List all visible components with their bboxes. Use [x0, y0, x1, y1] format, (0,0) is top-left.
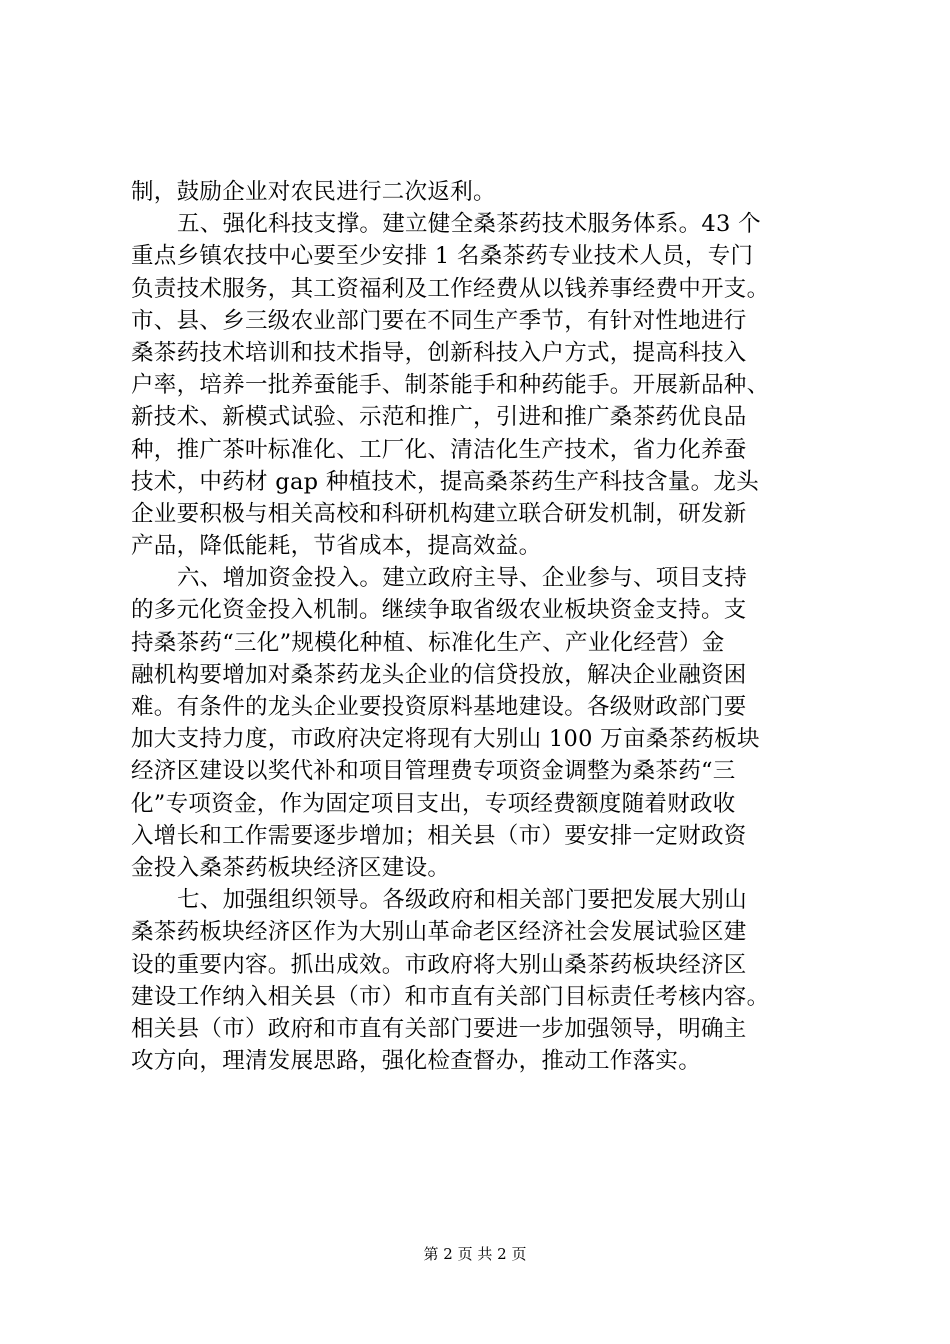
page-footer: 第 2 页 共 2 页 — [423, 1245, 527, 1263]
text-line: 加大支持力度，市政府决定将现有大别山 100 万亩桑茶药板块 — [131, 726, 760, 753]
text-line: 六、增加资金投入。建立政府主导、企业参与、项目支持 — [177, 565, 748, 592]
text-line: 金投入桑茶药板块经济区建设。 — [131, 854, 451, 881]
text-line: 的多元化资金投入机制。继续争取省级农业板块资金支持。支 — [131, 597, 747, 624]
text-line: 户率，培养一批养蚕能手、制茶能手和种药能手。开展新品种、 — [131, 372, 770, 399]
text-line: 技术，中药材 gap 种植技术，提高桑茶药生产科技含量。龙头 — [131, 468, 760, 495]
text-line: 设的重要内容。抓出成效。市政府将大别山桑茶药板块经济区 — [131, 951, 747, 978]
text-line: 建设工作纳入相关县（市）和市直有关部门目标责任考核内容。 — [131, 983, 770, 1010]
text-line: 种，推广茶叶标准化、工厂化、清洁化生产技术，省力化养蚕 — [131, 436, 747, 463]
text-line: 新技术、新模式试验、示范和推广，引进和推广桑茶药优良品 — [131, 404, 747, 431]
text-line: 相关县（市）政府和市直有关部门要进一步加强领导，明确主 — [131, 1015, 747, 1042]
text-line: 企业要积极与相关高校和科研机构建立联合研发机制，研发新 — [131, 500, 747, 527]
text-line: 难。有条件的龙头企业要投资原料基地建设。各级财政部门要 — [131, 694, 747, 720]
text-line: 化”专项资金，作为固定项目支出，专项经费额度随着财政收 — [131, 790, 736, 817]
text-line: 制，鼓励企业对农民进行二次返利。 — [131, 179, 496, 205]
text-line: 持桑茶药“三化”规模化种植、标准化生产、产业化经营）金 — [131, 629, 725, 656]
document-body — [131, 176, 831, 1077]
text-line: 桑茶药板块经济区作为大别山革命老区经济社会发展试验区建 — [131, 919, 747, 946]
text-line: 入增长和工作需要逐步增加；相关县（市）要安排一定财政资 — [131, 822, 747, 849]
text-line: 重点乡镇农技中心要至少安排 1 名桑茶药专业技术人员，专门 — [131, 243, 754, 270]
text-line: 负责技术服务，其工资福利及工作经费从以钱养事经费中开支。 — [131, 275, 770, 302]
text-line: 经济区建设以奖代补和项目管理费专项资金调整为桑茶药“三 — [131, 758, 736, 785]
text-line: 五、强化科技支撑。建立健全桑茶药技术服务体系。43 个 — [177, 211, 761, 238]
text-line: 攻方向，理清发展思路，强化检查督办，推动工作落实。 — [131, 1048, 702, 1075]
text-line: 产品，降低能耗，节省成本，提高效益。 — [131, 533, 542, 560]
text-line: 七、加强组织领导。各级政府和相关部门要把发展大别山 — [177, 887, 748, 914]
text-line: 桑茶药技术培训和技术指导，创新科技入户方式，提高科技入 — [131, 339, 747, 366]
text-line: 融机构要增加对桑茶药龙头企业的信贷投放，解决企业融资困 — [131, 661, 747, 688]
text-line: 市、县、乡三级农业部门要在不同生产季节，有针对性地进行 — [131, 307, 747, 334]
